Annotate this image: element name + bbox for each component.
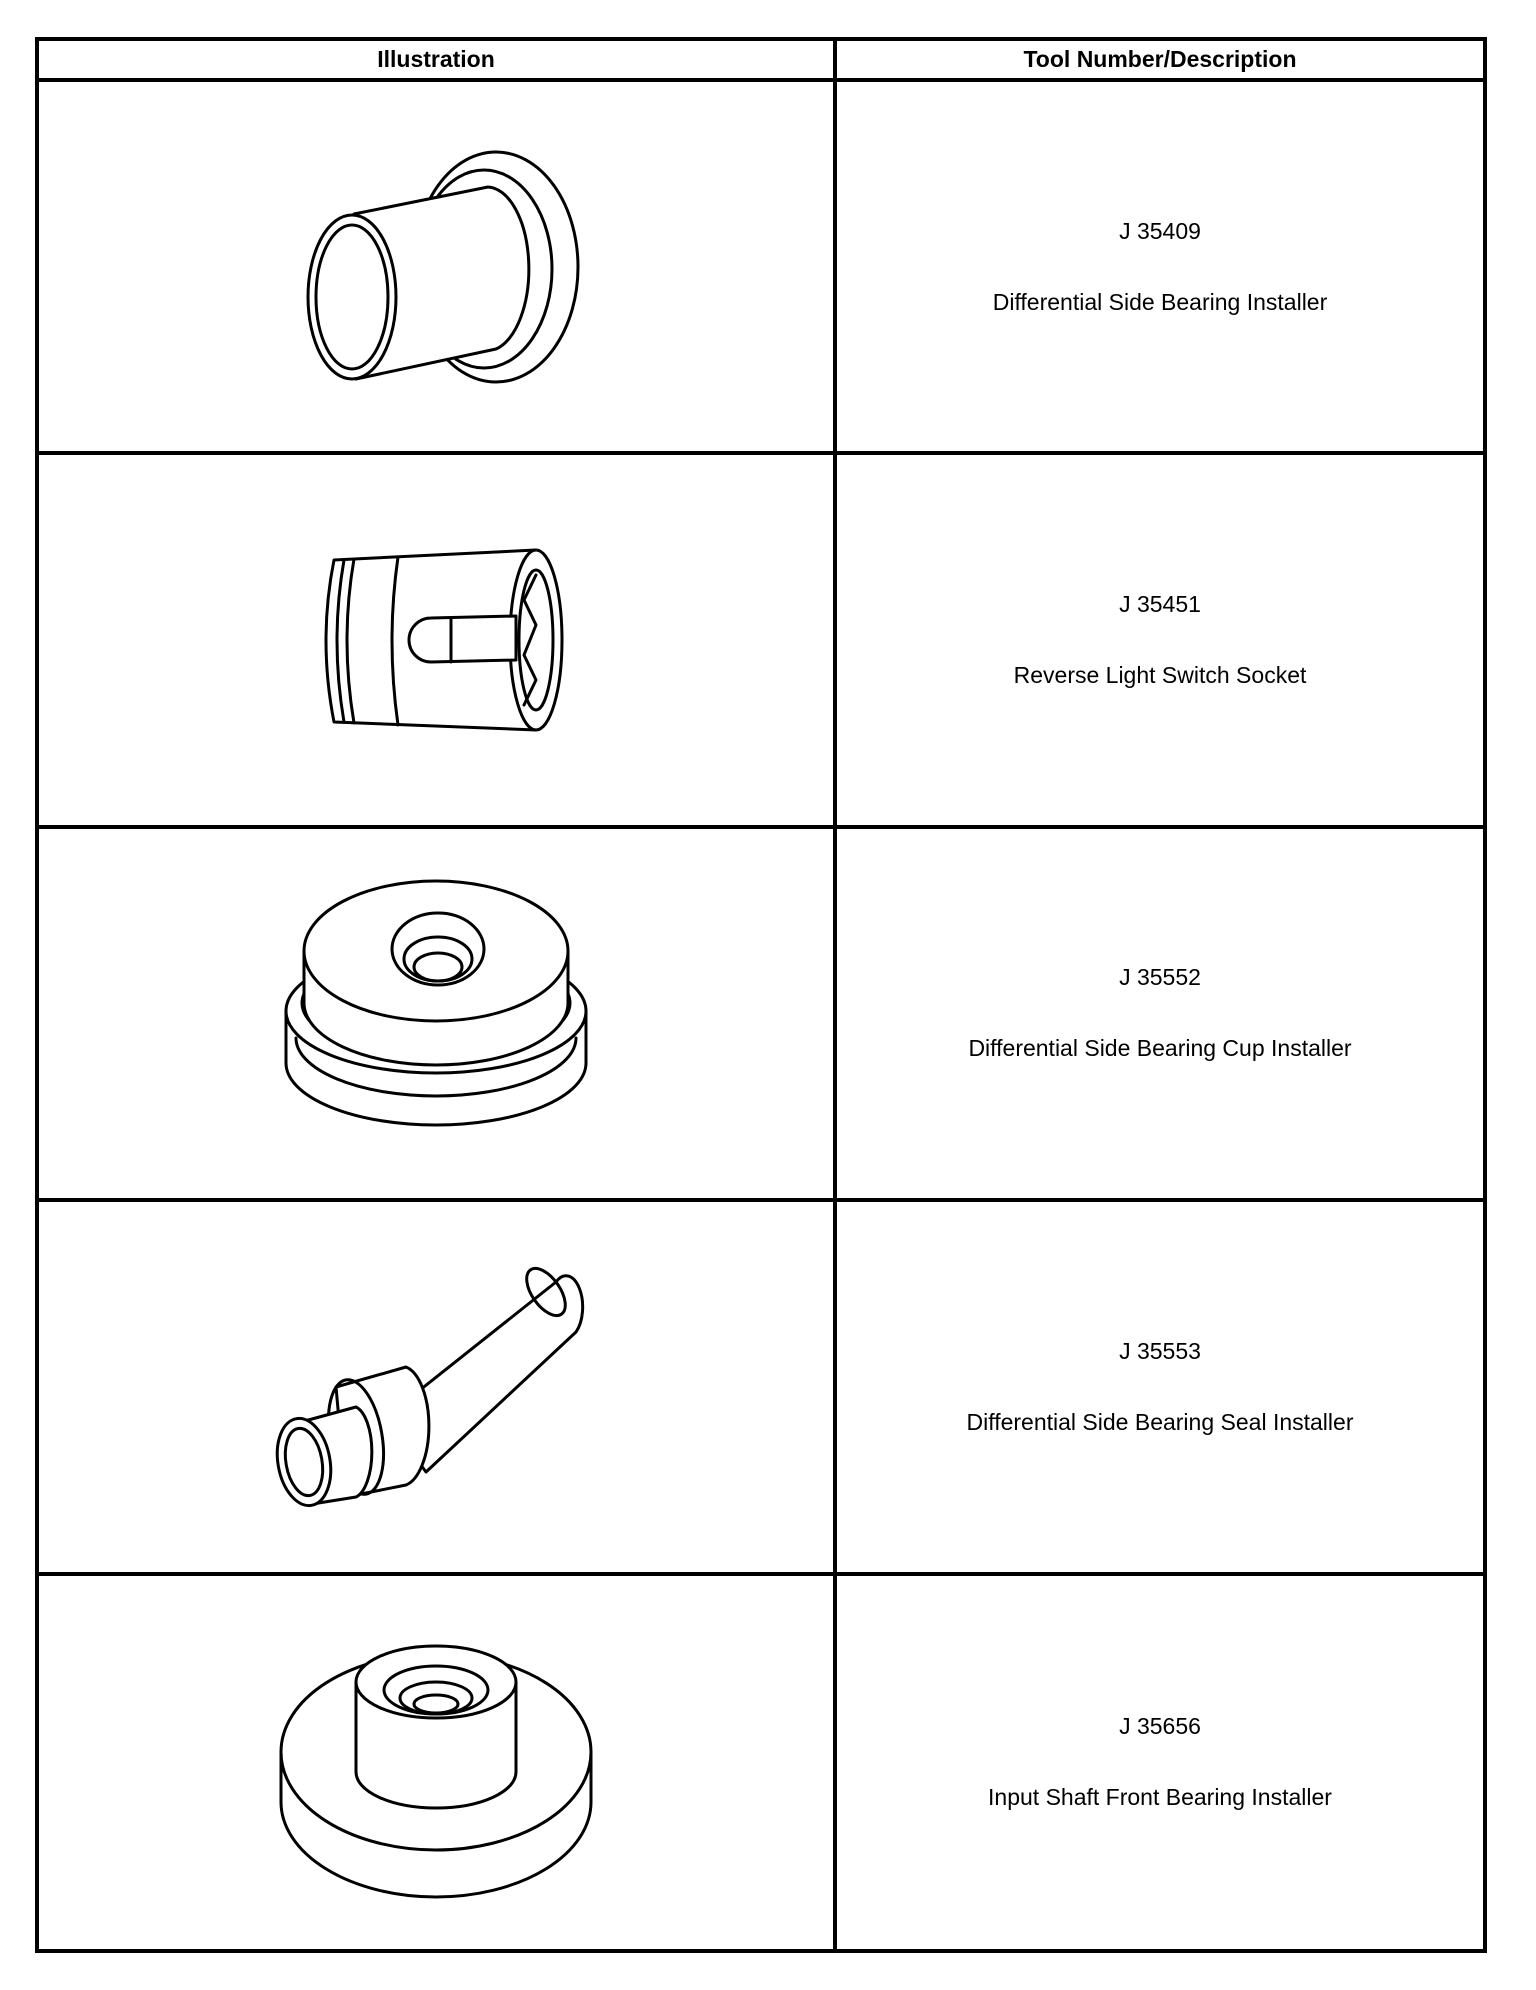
tool-description: Differential Side Bearing Installer (992, 288, 1328, 315)
tool-description-cell (837, 455, 1483, 828)
tool-number: J 35656 (1119, 1713, 1201, 1740)
tool-number: J 35409 (1119, 217, 1201, 244)
tool-description-cell (837, 1576, 1483, 1949)
illustration-cell (39, 455, 837, 828)
header-tool-description: Tool Number/Description (837, 41, 1483, 82)
switch-socket-icon (286, 530, 586, 750)
front-bearing-installer-icon (266, 1612, 606, 1912)
bearing-installer-icon (256, 117, 616, 417)
tool-description: Input Shaft Front Bearing Installer (988, 1784, 1332, 1811)
cup-installer-icon (266, 863, 606, 1163)
illustration-cell (39, 1576, 837, 1949)
header-illustration: Illustration (39, 41, 837, 82)
tool-description: Reverse Light Switch Socket (1013, 662, 1307, 689)
seal-installer-icon (256, 1247, 616, 1527)
tool-description: Differential Side Bearing Cup Installer (968, 1035, 1352, 1062)
illustration-cell (39, 829, 837, 1202)
tool-description-cell (837, 829, 1483, 1202)
tool-table (35, 37, 1487, 1953)
illustration-cell (39, 1202, 837, 1575)
illustration-cell (39, 82, 837, 455)
tool-number: J 35553 (1119, 1337, 1201, 1364)
tool-description-cell (837, 1202, 1483, 1575)
tool-description-cell (837, 82, 1483, 455)
tool-number: J 35552 (1119, 964, 1201, 991)
tool-description: Differential Side Bearing Seal Installer (966, 1408, 1354, 1435)
tool-number: J 35451 (1119, 591, 1201, 618)
